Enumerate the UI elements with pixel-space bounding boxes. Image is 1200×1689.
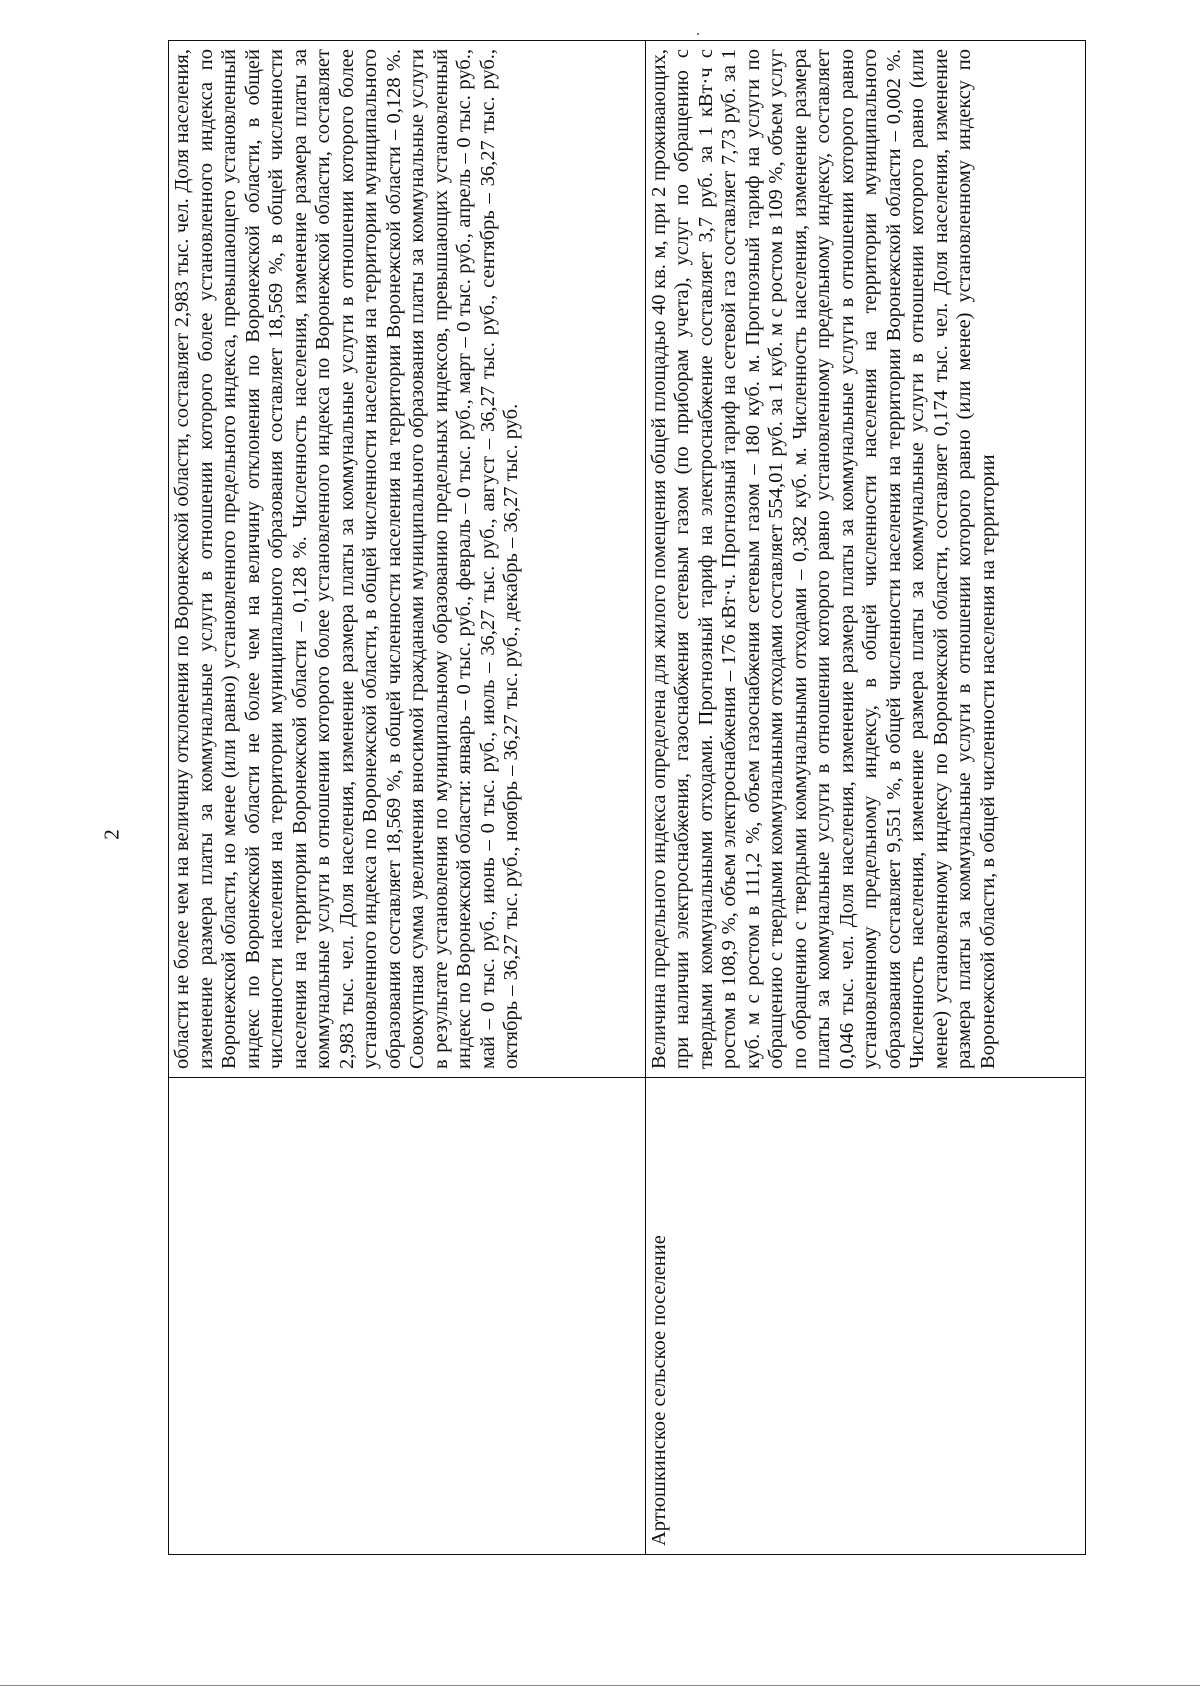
scan-speck xyxy=(697,33,699,35)
rotated-table-container xyxy=(168,40,1086,1555)
page-number: 2 xyxy=(99,829,124,840)
municipality-index-table xyxy=(168,40,1086,1555)
municipality-name-cell: Артюшкинское сельское поселение xyxy=(645,1078,1085,1555)
table-row xyxy=(169,41,646,1555)
description-cell xyxy=(645,41,1085,1078)
description-text: области не более чем на величину отклонения по Воронежской области, составляет 2,983 тыс. чел. Доля населения, изменение размера платы за коммунальные услуги в отношении которого более установленного индекса по Воронежской области, но менее (или равно) установленного предельного индекса, превышающего установленный индекс по Воронежской области не более чем на величину отклонения по Воронежской области, в общей численности населения на территории муниципального образования составляет 18,569 %, в общей численности населения на территории Воронежской области – 0,128 %. Численность населения, изменение размера платы за коммунальные услуги в отношении которого более установленного индекса по Воронежской области, составляет 2,983 тыс. чел. Доля населения, изменение размера платы за коммунальные услуги в отношении которого более установленного индекса по Воронежской области, в общей численности населения на территории муниципального образования составляет 18,569 %, в общей численности населения на территории Воронежской области – 0,128 %. Совокупная сумма увеличения вносимой гражданами муниципального образования платы за коммунальные услуги в результате установления по муниципальному образованию предельных индексов, превышающих установленный индекс по Воронежской области: январь – 0 тыс. руб., февраль – 0 тыс. руб., март – 0 тыс. руб., апрель – 0 тыс. руб., май – 0 тыс. руб., июнь – 0 тыс. руб., июль – 36,27 тыс. руб., август – 36,27 тыс. руб., сентябрь – 36,27 тыс. руб., октябрь – 36,27 тыс. руб., ноябрь – 36,27 тыс. руб., декабрь – 36,27 тыс. руб. xyxy=(171,49,522,1069)
scan-bottom-edge xyxy=(0,1685,1200,1686)
description-text: Величина предельного индекса определена для жилого помещения общей площадью 40 кв. м, при 2 проживающих, при наличии электроснабжения, газоснабжения сетевым газом (по приборам учета), услуг по обращению с твердыми коммунальными отходами. Прогнозный тариф на электроснабжение составляет 3,7 руб. за 1 кВт·ч с ростом в 108,9 %, объем электроснабжения – 176 кВт·ч. Прогнозный тариф на сетевой газ составляет 7,73 руб. за 1 куб. м с ростом в 111,2 %, объем газоснабжения сетевым газом – 180 куб. м. Прогнозный тариф на услуги по обращению с твердыми коммунальными отходами составляет 554,01 руб. за 1 куб. м с ростом в 109 %, объем услуг по обращению с твердыми коммунальными отходами – 0,382 куб. м. Численность населения, изменение размера платы за коммунальные услуги в отношении которого равно установленному предельному индексу, составляет 0,046 тыс. чел. Доля населения, изменение размера платы за коммунальные услуги в отношении которого равно установленному предельному индексу, в общей численности населения на территории муниципального образования составляет 9,551 %, в общей численности населения на территории Воронежской области – 0,002 %. Численность населения, изменение размера платы за коммунальные услуги в отношении которого равно (или менее) установленному индексу по Воронежской области, составляет 0,174 тыс. чел. Доля населения, изменение размера платы за коммунальные услуги в отношении которого равно (или менее) установленному индексу по Воронежской области, в общей численности населения на территории xyxy=(647,49,999,1069)
description-cell xyxy=(169,41,646,1078)
municipality-name-cell xyxy=(169,1078,646,1555)
table-row xyxy=(645,41,1085,1555)
